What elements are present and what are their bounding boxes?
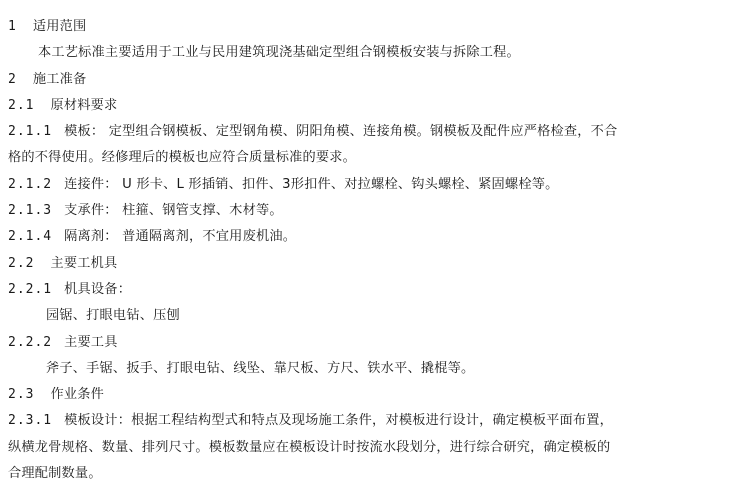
item-text: 隔离剂： 普通隔离剂，不宜用废机油。 <box>64 229 297 245</box>
section-number: 2 <box>8 71 17 87</box>
item-number: 2.3.1 <box>8 413 53 429</box>
heading-2-2 <box>8 251 754 277</box>
item-number: 2.2.1 <box>8 281 53 297</box>
item-2-2-1-detail <box>8 303 754 329</box>
section-title: 作业条件 <box>50 387 105 403</box>
item-text: 格的不得使用。经修理后的模板也应符合质量标准的要求。 <box>8 150 357 166</box>
item-text: 园锯、打眼电钻、压刨 <box>46 308 180 324</box>
item-text: 斧子、手锯、扳手、打眼电钻、线坠、靠尺板、方尺、铁水平、撬棍等。 <box>46 360 475 376</box>
item-2-2-2 <box>8 330 754 356</box>
item-text: 支承件： 柱箍、钢管支撑、木材等。 <box>64 203 283 219</box>
item-2-1-3 <box>8 198 754 224</box>
item-number: 2.1.3 <box>8 203 53 219</box>
heading-2 <box>8 67 754 93</box>
item-text: 模板设计：根据工程结构型式和特点及现场施工条件，对模板进行设计，确定模板平面布置， <box>64 413 614 429</box>
item-2-2-2-detail <box>8 356 754 382</box>
paragraph <box>8 40 754 66</box>
item-text: 纵横龙骨规格、数量、排列尺寸。模板数量应在模板设计时按流水段划分，进行综合研究，确定模板的 <box>8 439 611 455</box>
section-title: 施工准备 <box>32 71 87 87</box>
section-number: 2.1 <box>8 97 35 113</box>
item-text: 模板： 定型组合钢模板、定型钢角模、阴阳角模、连接角模。钢模板及配件应严格检查，不合 <box>64 124 618 140</box>
item-2-1-4 <box>8 224 754 250</box>
item-number: 2.1.2 <box>8 176 53 192</box>
item-text: 机具设备： <box>64 281 132 297</box>
item-2-3-1-continued <box>8 435 754 461</box>
section-number: 1 <box>8 19 17 34</box>
item-2-1-1-continued <box>8 145 754 171</box>
section-title: 原材料要求 <box>50 97 118 113</box>
section-title: 主要工机具 <box>50 255 118 271</box>
item-number: 2.2.2 <box>8 334 53 350</box>
item-text: 主要工具 <box>64 334 118 350</box>
section-title: 适用范围 <box>32 19 87 34</box>
item-number: 2.1.4 <box>8 229 53 245</box>
item-2-3-1-continued <box>8 461 754 487</box>
item-text: 合理配制数量。 <box>8 466 102 482</box>
heading-2-3 <box>8 382 754 408</box>
section-number: 2.3 <box>8 387 35 403</box>
item-text: 连接件： U 形卡、L 形插销、扣件、3形扣件、对拉螺栓、钩头螺栓、紧固螺栓等。 <box>64 176 559 192</box>
item-2-3-1 <box>8 408 754 434</box>
item-2-2-1 <box>8 277 754 303</box>
heading-2-1 <box>8 93 754 119</box>
paragraph-text: 本工艺标准主要适用于工业与民用建筑现浇基础定型组合钢模板安装与拆除工程。 <box>38 45 520 61</box>
heading-1 <box>8 14 754 40</box>
item-2-1-1 <box>8 119 754 145</box>
item-number: 2.1.1 <box>8 124 53 140</box>
item-2-1-2 <box>8 172 754 198</box>
section-number: 2.2 <box>8 255 35 271</box>
